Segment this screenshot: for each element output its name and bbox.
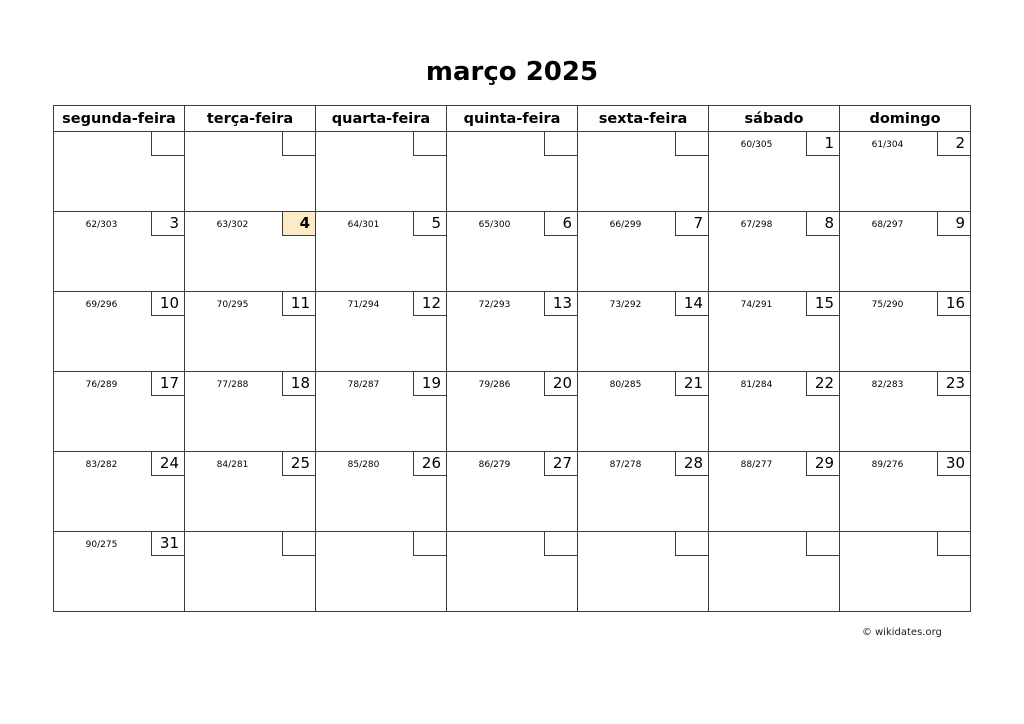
weekday-header-thursday: quinta-feira (447, 106, 578, 132)
month-calendar (53, 105, 971, 612)
day-cell[interactable] (54, 452, 185, 532)
day-number: 5 (413, 212, 446, 236)
footer-site-name: wikidates.org (875, 627, 942, 638)
day-of-year-label: 62/303 (85, 220, 118, 230)
day-cell[interactable] (709, 292, 840, 372)
day-cell[interactable] (185, 452, 316, 532)
day-number: 13 (544, 292, 577, 316)
day-number: 25 (282, 452, 315, 476)
day-number (544, 532, 577, 556)
week-row (54, 292, 971, 372)
day-of-year-label: 86/279 (478, 460, 511, 470)
day-cell[interactable] (316, 452, 447, 532)
day-cell[interactable] (578, 532, 709, 612)
day-cell[interactable] (54, 372, 185, 452)
day-number (806, 532, 839, 556)
week-row (54, 452, 971, 532)
footer-credit (862, 627, 942, 639)
day-number: 20 (544, 372, 577, 396)
day-cell[interactable] (447, 132, 578, 212)
weekday-header-tuesday: terça-feira (185, 106, 316, 132)
day-cell[interactable] (447, 532, 578, 612)
page-title: março 2025 (425, 57, 599, 87)
day-of-year-label: 73/292 (609, 300, 642, 310)
day-number: 31 (151, 532, 184, 556)
day-of-year-label: 72/293 (478, 300, 511, 310)
day-cell[interactable] (709, 452, 840, 532)
day-of-year-label: 81/284 (740, 380, 773, 390)
day-number: 26 (413, 452, 446, 476)
weekday-header-wednesday: quarta-feira (316, 106, 447, 132)
week-row (54, 532, 971, 612)
day-cell[interactable] (840, 452, 971, 532)
week-row (54, 212, 971, 292)
day-of-year-label: 77/288 (216, 380, 249, 390)
day-cell[interactable] (316, 132, 447, 212)
day-number (282, 132, 315, 156)
day-cell[interactable] (54, 292, 185, 372)
day-cell[interactable] (709, 132, 840, 212)
day-of-year-label: 66/299 (609, 220, 642, 230)
day-cell[interactable] (447, 292, 578, 372)
day-of-year-label: 89/276 (871, 460, 904, 470)
day-cell[interactable] (709, 532, 840, 612)
day-number: 27 (544, 452, 577, 476)
day-number (544, 132, 577, 156)
day-number: 6 (544, 212, 577, 236)
day-number (413, 532, 446, 556)
weekday-header-saturday: sábado (709, 106, 840, 132)
day-cell[interactable] (578, 292, 709, 372)
day-cell[interactable] (447, 372, 578, 452)
day-number-highlighted: 4 (282, 212, 315, 236)
day-number: 16 (937, 292, 970, 316)
day-cell[interactable] (840, 212, 971, 292)
day-number: 22 (806, 372, 839, 396)
weekday-header-monday: segunda-feira (54, 106, 185, 132)
day-number: 17 (151, 372, 184, 396)
day-cell[interactable] (185, 372, 316, 452)
day-cell[interactable] (316, 372, 447, 452)
day-of-year-label: 78/287 (347, 380, 380, 390)
day-cell[interactable] (185, 292, 316, 372)
day-of-year-label: 70/295 (216, 300, 249, 310)
day-number: 24 (151, 452, 184, 476)
day-of-year-label: 60/305 (740, 140, 773, 150)
day-cell[interactable] (840, 132, 971, 212)
day-cell[interactable] (578, 372, 709, 452)
day-number: 12 (413, 292, 446, 316)
day-cell[interactable] (840, 372, 971, 452)
day-number: 19 (413, 372, 446, 396)
day-cell[interactable] (840, 532, 971, 612)
day-of-year-label: 67/298 (740, 220, 773, 230)
day-cell[interactable] (185, 132, 316, 212)
day-of-year-label: 90/275 (85, 540, 118, 550)
day-cell[interactable] (54, 132, 185, 212)
day-cell[interactable] (709, 212, 840, 292)
day-cell[interactable] (54, 212, 185, 292)
day-cell[interactable] (447, 212, 578, 292)
copyright-icon: © (862, 627, 872, 638)
week-row (54, 372, 971, 452)
day-cell[interactable] (578, 212, 709, 292)
day-number: 30 (937, 452, 970, 476)
day-cell[interactable] (316, 292, 447, 372)
day-number: 23 (937, 372, 970, 396)
day-number (282, 532, 315, 556)
day-number: 2 (937, 132, 970, 156)
day-number: 3 (151, 212, 184, 236)
day-number: 8 (806, 212, 839, 236)
day-of-year-label: 71/294 (347, 300, 380, 310)
day-number: 10 (151, 292, 184, 316)
day-cell[interactable] (185, 212, 316, 292)
day-number (413, 132, 446, 156)
day-of-year-label: 88/277 (740, 460, 773, 470)
day-of-year-label: 65/300 (478, 220, 511, 230)
weekday-header-friday: sexta-feira (578, 106, 709, 132)
day-of-year-label: 87/278 (609, 460, 642, 470)
day-of-year-label: 69/296 (85, 300, 118, 310)
day-number: 11 (282, 292, 315, 316)
day-number (675, 532, 708, 556)
day-of-year-label: 79/286 (478, 380, 511, 390)
day-number: 18 (282, 372, 315, 396)
day-of-year-label: 85/280 (347, 460, 380, 470)
day-of-year-label: 68/297 (871, 220, 904, 230)
day-number: 29 (806, 452, 839, 476)
day-number: 1 (806, 132, 839, 156)
weekday-header-sunday: domingo (840, 106, 971, 132)
day-cell[interactable] (840, 292, 971, 372)
day-of-year-label: 64/301 (347, 220, 380, 230)
day-cell[interactable] (447, 452, 578, 532)
day-cell[interactable] (578, 452, 709, 532)
day-of-year-label: 83/282 (85, 460, 118, 470)
day-of-year-label: 82/283 (871, 380, 904, 390)
day-of-year-label: 63/302 (216, 220, 249, 230)
day-cell[interactable] (578, 132, 709, 212)
weekday-header-row (54, 106, 971, 132)
day-number: 15 (806, 292, 839, 316)
day-of-year-label: 74/291 (740, 300, 773, 310)
day-cell[interactable] (185, 532, 316, 612)
day-number (151, 132, 184, 156)
day-of-year-label: 80/285 (609, 380, 642, 390)
day-of-year-label: 75/290 (871, 300, 904, 310)
day-number (675, 132, 708, 156)
day-number: 21 (675, 372, 708, 396)
day-number: 14 (675, 292, 708, 316)
day-cell[interactable] (54, 532, 185, 612)
day-number: 28 (675, 452, 708, 476)
day-of-year-label: 84/281 (216, 460, 249, 470)
day-number: 9 (937, 212, 970, 236)
day-of-year-label: 61/304 (871, 140, 904, 150)
week-row (54, 132, 971, 212)
day-cell[interactable] (316, 212, 447, 292)
day-cell[interactable] (316, 532, 447, 612)
day-number (937, 532, 970, 556)
day-cell[interactable] (709, 372, 840, 452)
day-number: 7 (675, 212, 708, 236)
day-of-year-label: 76/289 (85, 380, 118, 390)
